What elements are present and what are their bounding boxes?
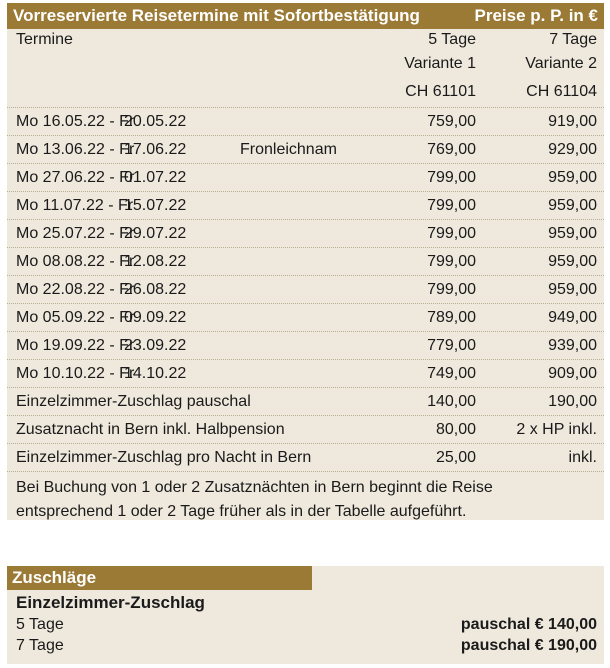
column-headers [7, 29, 604, 107]
table-row [7, 303, 604, 331]
extra-label: Einzelzimmer-Zuschlag pro Nacht in Bern [16, 449, 312, 466]
zuschlaege-rows [7, 614, 604, 656]
date-to: 01.07.22 [124, 169, 187, 186]
price-note: Preise p. P. in € [474, 6, 598, 25]
date-from: Mo 13.06.22 - Fr [16, 141, 135, 158]
extra-rows [7, 387, 604, 471]
price-variant-1: 769,00 [427, 141, 476, 158]
extra-label: Zusatznacht in Bern inkl. Halbpension [16, 421, 285, 438]
price-variant-1: 799,00 [427, 281, 476, 298]
price-variant-1: 749,00 [427, 365, 476, 382]
date-from: Mo 27.06.22 - Fr [16, 169, 135, 186]
price-variant-2: 2 x HP inkl. [516, 421, 597, 438]
footnote-line-1: Bei Buchung von 1 oder 2 Zusatznächten in Bern beginnt die Reise [16, 479, 493, 496]
date-from: Mo 19.09.22 - Fr [16, 337, 135, 354]
zuschlag-label: 7 Tage [16, 637, 64, 654]
date-to: 12.08.22 [124, 253, 187, 270]
date-to: 26.08.22 [124, 281, 187, 298]
price-variant-1: 799,00 [427, 253, 476, 270]
price-variant-2: 949,00 [548, 309, 597, 326]
list-item [7, 614, 604, 635]
zuschlaege-box [7, 566, 604, 664]
price-variant-1: 759,00 [427, 113, 476, 130]
date-from: Mo 25.07.22 - Fr [16, 225, 135, 242]
col1-variant: Variante 1 [404, 55, 476, 72]
price-variant-2: 909,00 [548, 365, 597, 382]
table-row [7, 219, 604, 247]
dates-price-table [7, 3, 604, 520]
date-to: 23.09.22 [124, 337, 187, 354]
zuschlag-value: pauschal € 140,00 [460, 616, 597, 633]
date-from: Mo 22.08.22 - Fr [16, 281, 135, 298]
col2-variant: Variante 2 [525, 55, 597, 72]
table-row [7, 331, 604, 359]
table-row [7, 387, 604, 415]
price-variant-1: 799,00 [427, 197, 476, 214]
date-to: 29.07.22 [124, 225, 187, 242]
date-to: 15.07.22 [124, 197, 187, 214]
zuschlaege-subtitle: Einzelzimmer-Zuschlag [16, 593, 205, 612]
date-to: 09.09.22 [124, 309, 187, 326]
table-row [7, 359, 604, 387]
price-variant-2: 919,00 [548, 113, 597, 130]
table-row [7, 135, 604, 163]
date-note: Fronleichnam [240, 141, 337, 158]
price-variant-2: 959,00 [548, 169, 597, 186]
table-row [7, 415, 604, 443]
table-header-bar [7, 3, 604, 29]
zuschlag-value: pauschal € 190,00 [460, 637, 597, 654]
price-variant-2: 190,00 [548, 393, 597, 410]
date-to: 20.05.22 [124, 113, 187, 130]
zuschlaege-header: Zuschläge [7, 566, 312, 590]
table-row [7, 191, 604, 219]
extra-label: Einzelzimmer-Zuschlag pauschal [16, 393, 251, 410]
col1-days: 5 Tage [428, 31, 476, 48]
table-row [7, 247, 604, 275]
date-from: Mo 11.07.22 - Fr [16, 197, 134, 214]
price-variant-1: 25,00 [435, 449, 476, 466]
list-item [7, 635, 604, 656]
footnote-line-2: entsprechend 1 oder 2 Tage früher als in der Tabelle aufgeführt. [16, 503, 467, 520]
price-variant-2: 959,00 [548, 281, 597, 298]
price-variant-2: 959,00 [548, 197, 597, 214]
zuschlag-label: 5 Tage [16, 616, 64, 633]
table-title: Vorreservierte Reisetermine mit Sofortbestätigung [13, 6, 420, 25]
price-variant-2: 959,00 [548, 253, 597, 270]
date-from: Mo 05.09.22 - Fr [16, 309, 135, 326]
price-variant-1: 140,00 [427, 393, 476, 410]
table-row [7, 107, 604, 135]
table-row [7, 443, 604, 471]
table-row [7, 163, 604, 191]
price-variant-2: 939,00 [548, 337, 597, 354]
price-variant-2: inkl. [568, 449, 597, 466]
price-variant-1: 80,00 [435, 421, 476, 438]
price-variant-1: 799,00 [427, 225, 476, 242]
date-to: 14.10.22 [124, 365, 187, 382]
date-from: Mo 08.08.22 - Fr [16, 253, 135, 270]
date-from: Mo 10.10.22 - Fr [16, 365, 135, 382]
price-variant-2: 929,00 [548, 141, 597, 158]
col2-days: 7 Tage [549, 31, 597, 48]
table-row [7, 275, 604, 303]
footnote [7, 471, 604, 524]
price-variant-1: 789,00 [427, 309, 476, 326]
col-termine-header: Termine [16, 31, 73, 48]
date-rows [7, 107, 604, 387]
price-variant-2: 959,00 [548, 225, 597, 242]
col1-code: CH 61101 [405, 83, 476, 100]
date-to: 17.06.22 [124, 141, 187, 158]
price-variant-1: 799,00 [427, 169, 476, 186]
col2-code: CH 61104 [526, 83, 597, 100]
price-variant-1: 779,00 [427, 337, 476, 354]
date-from: Mo 16.05.22 - Fr [16, 113, 135, 130]
